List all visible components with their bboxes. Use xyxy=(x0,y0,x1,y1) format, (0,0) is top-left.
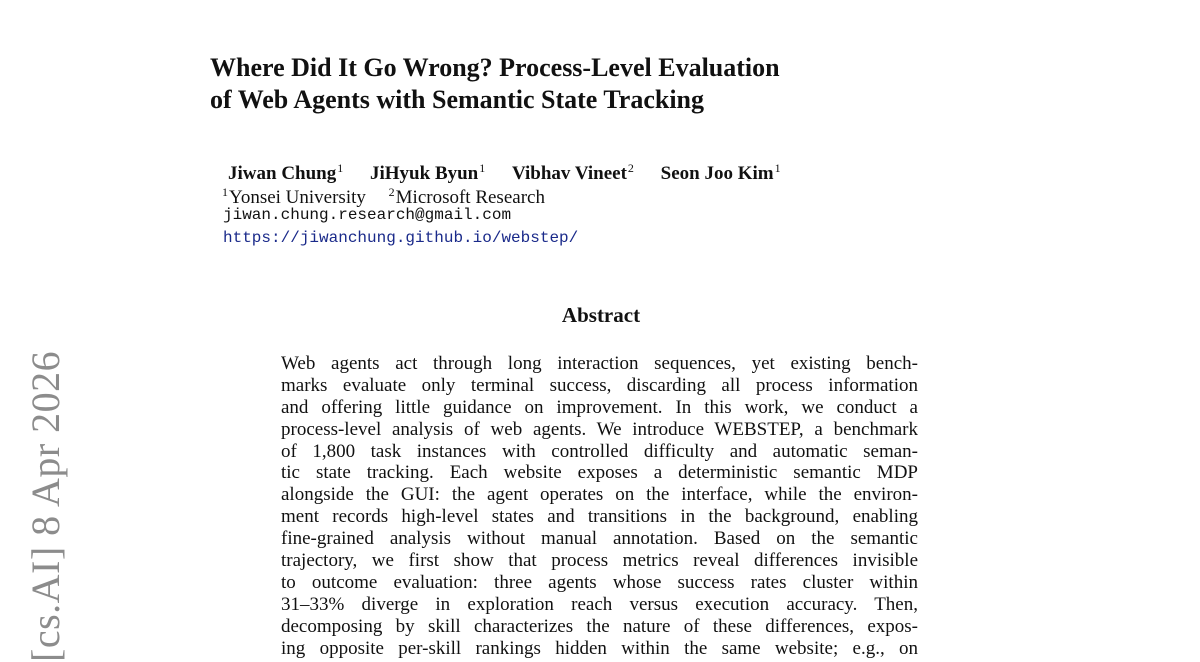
affiliation-mark: 2 xyxy=(388,185,395,199)
author-name: Vibhav Vineet xyxy=(512,163,627,184)
author-name: Seon Joo Kim xyxy=(660,163,774,184)
abstract-line: fine-grained analysis without manual annotation. Based on the semantic xyxy=(281,528,918,550)
abstract-line: of 1,800 task instances with controlled difficulty and automatic seman- xyxy=(281,440,918,462)
author-affil-mark: 2 xyxy=(627,161,634,175)
abstract-line: 31–33% diverge in exploration reach versus execution accuracy. Then, xyxy=(281,593,918,615)
contact-email: jiwan.chung.research@gmail.com xyxy=(223,206,512,224)
paper-title xyxy=(210,52,910,116)
project-url-link[interactable]: https://jiwanchung.github.io/webstep/ xyxy=(223,229,579,247)
abstract-line: to outcome evaluation: three agents whose success rates cluster within xyxy=(281,571,918,593)
title-line-1: Where Did It Go Wrong? Process-Level Evaluation xyxy=(210,53,780,82)
abstract-line: decomposing by skill characterizes the nature of these differences, expos- xyxy=(281,615,918,637)
abstract-line: tic state tracking. Each website exposes a deterministic semantic MDP xyxy=(281,462,918,484)
abstract-line: ing opposite per-skill rankings hidden within the same website; e.g., on xyxy=(281,637,918,659)
arxiv-stamp: [cs.AI] 8 Apr 2026 xyxy=(23,350,68,662)
abstract-line: process-level analysis of web agents. We introduce WEBSTEP, a benchmark xyxy=(281,418,918,440)
abstract-line: and offering little guidance on improvement. In this work, we conduct a xyxy=(281,396,918,418)
affiliation-name: Microsoft Research xyxy=(395,187,545,208)
author-name: JiHyuk Byun xyxy=(370,163,479,184)
author-name: Jiwan Chung xyxy=(228,163,337,184)
abstract-body xyxy=(281,353,918,659)
affiliation-name: Yonsei University xyxy=(229,187,366,208)
author-4 xyxy=(661,156,781,186)
abstract-heading xyxy=(0,302,1200,328)
author-affil-mark: 1 xyxy=(337,161,344,175)
abstract-line: alongside the GUI: the agent operates on the interface, while the environ- xyxy=(281,484,918,506)
title-line-2: of Web Agents with Semantic State Tracking xyxy=(210,85,705,114)
abstract-line: Web agents act through long interaction sequences, yet existing bench- xyxy=(281,353,918,374)
author-affil-mark: 1 xyxy=(774,161,781,175)
abstract-line: marks evaluate only terminal success, discarding all process information xyxy=(281,374,918,396)
abstract-line: trajectory, we first show that process metrics reveal differences invisible xyxy=(281,550,918,572)
affiliation-mark: 1 xyxy=(222,185,228,199)
author-affil-mark: 1 xyxy=(479,161,486,175)
abstract-line: ment records high-level states and transitions in the background, enabling xyxy=(281,506,918,528)
abstract-heading-text: Abstract xyxy=(561,303,641,327)
